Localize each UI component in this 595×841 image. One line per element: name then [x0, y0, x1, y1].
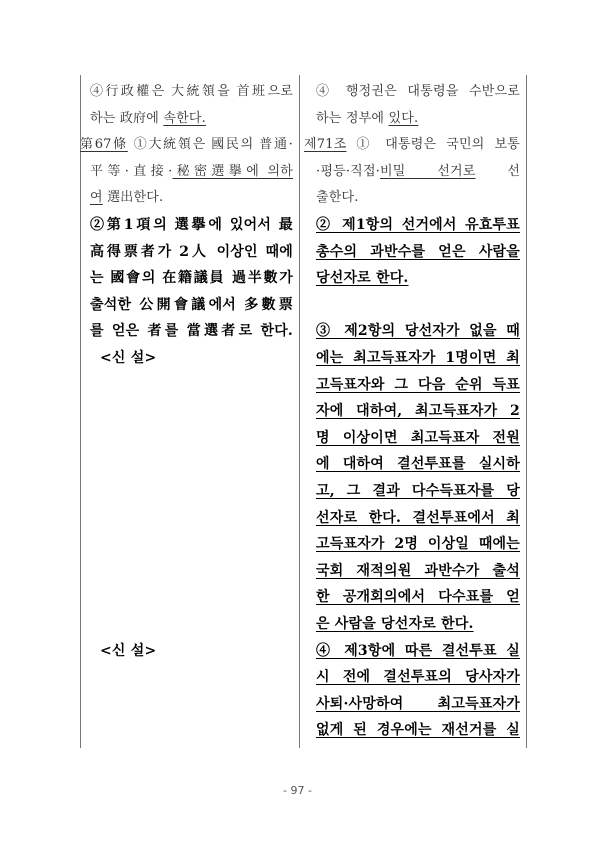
- right-line-12: 자에 대하여, 최고득표자가 2: [316, 403, 520, 420]
- left-line-9: 출석한 公開會議에서 多數票: [90, 296, 293, 313]
- left-line-8: 는 國會의 在籍議員 過半數가: [90, 270, 293, 287]
- right-line-4: ·평등·직접·비밀 선거로 선: [316, 163, 520, 179]
- left-line-7: 高得票者가 2人 이상인 때에: [90, 243, 293, 260]
- right-line-10: 에는 최고득표자가 1명이면 최: [316, 350, 520, 366]
- left-border: [80, 75, 81, 748]
- right-line-5: 출한다.: [316, 190, 359, 206]
- right-line-22: 시 전에 결선투표의 당사자가: [316, 669, 520, 686]
- right-line-2: 하는 정부에 있다.: [316, 110, 419, 126]
- left-article-67: 第67條 ①大統領은 國民의 普通·: [80, 137, 293, 153]
- right-line-20: 은 사람을 당선자로 한다.: [316, 616, 474, 632]
- left-new-clause-2: <신 설>: [100, 642, 157, 659]
- right-line-11: 고득표자와 그 다음 순위 득표: [316, 376, 520, 393]
- right-line-16: 선자로 한다. 결선투표에서 최: [316, 509, 520, 526]
- right-line-19: 한 공개회의에서 다수표를 얻: [316, 589, 520, 606]
- right-line-18: 국회 재적의원 과반수가 출석: [316, 562, 520, 579]
- right-line-7: 총수의 과반수를 얻은 사람을: [316, 243, 520, 260]
- right-line-1: ④ 행정권은 대통령을 수반으로: [316, 84, 520, 99]
- right-line-23: 사퇴·사망하여 최고득표자가: [316, 695, 520, 712]
- left-line-10: 를 얻은 者를 當選者로 한다.: [90, 323, 293, 340]
- left-new-clause-1: <신 설>: [100, 350, 157, 366]
- right-line-8: 당선자로 한다.: [316, 270, 409, 287]
- right-line-9: ③ 제2항의 당선자가 없을 때: [316, 323, 520, 340]
- left-line-2: 하는 政府에 속한다.: [90, 110, 206, 126]
- left-line-1: ④行政權은 大統領을 首班으로: [90, 84, 293, 99]
- right-article-71: 제71조 ① 대통령은 국민의 보통: [304, 137, 520, 153]
- comparison-table: [80, 75, 526, 748]
- right-line-6: ② 제1항의 선거에서 유효투표: [316, 217, 520, 233]
- right-line-24: 없게 된 경우에는 재선거를 실: [316, 722, 520, 739]
- right-border: [526, 75, 527, 748]
- left-line-4: 平等·直接·秘密選擧에 의하: [90, 163, 293, 179]
- left-line-5: 여 選出한다.: [90, 190, 164, 206]
- right-line-21: ④ 제3항에 따른 결선투표 실: [316, 642, 520, 659]
- right-line-14: 에 대하여 결선투표를 실시하: [316, 456, 520, 473]
- column-divider: [299, 75, 300, 748]
- right-line-17: 고득표자가 2명 이상일 때에는: [316, 536, 520, 553]
- right-line-15: 고, 그 결과 다수득표자를 당: [316, 483, 520, 499]
- left-line-6: ②第1項의 選擧에 있어서 最: [90, 217, 293, 233]
- page-number: - 97 -: [283, 784, 312, 797]
- right-line-13: 명 이상이면 최고득표자 전원: [316, 429, 520, 446]
